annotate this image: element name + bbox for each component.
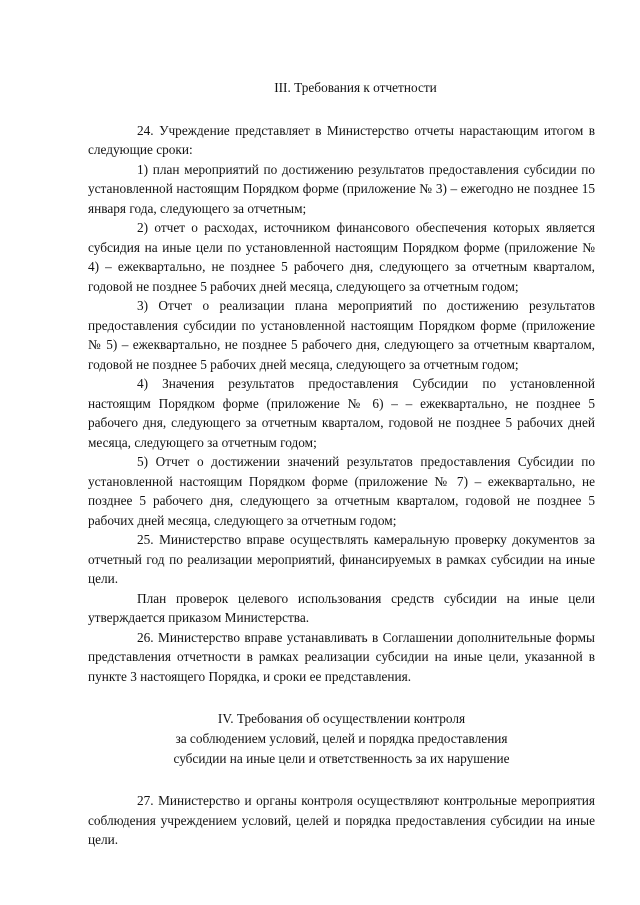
- list-item-1: 1) план мероприятий по достижению результатов предоставления субсидии по установленной настоящим Порядком форме (приложение № 3) – ежегодно не позднее 15 января года, следующего за отчетным;: [88, 161, 595, 216]
- section-3-title: III. Требования к отчетности: [274, 80, 437, 95]
- paragraph-24: 24. Учреждение представляет в Министерство отчеты нарастающим итогом в следующие сроки:: [88, 122, 595, 157]
- paragraph-25: 25. Министерство вправе осуществлять камеральную проверку документов за отчетный год по реализации мероприятий, финансируемых в рамках субсидии на иные цели.: [88, 532, 595, 586]
- paragraph-27: 27. Министерство и органы контроля осуществляют контрольные мероприятия соблюдения учреждением условий, целей и порядка предоставления субсидии на иные цели.: [88, 793, 595, 847]
- list-item-4: 4) Значения результатов предоставления Субсидии по установленной настоящим Порядком форме (приложение № 6) – – ежеквартально, не позднее 5 рабочего дня, следующего за отчетным кварталом, годовой не позднее 5 рабочих дней месяца, следующего за отчетным годом;: [88, 376, 595, 450]
- list-item-5: 5) Отчет о достижении значений результатов предоставления Субсидии по установленной настоящим Порядком форме (приложение № 7) – ежеквартально, не позднее 5 рабочего дня, следующего за отчетным кварталом, годовой не позднее 5 рабочих дней месяца, следующего за отчетным годом;: [88, 454, 595, 528]
- section-4-title: [88, 709, 595, 769]
- list-item-2: 2) отчет о расходах, источником финансового обеспечения которых является субсидия на иные цели по установленной настоящим Порядком форме (приложение № 4) – ежеквартально, не позднее 5 рабочего дня, следующего за отчетным кварталом, годовой не позднее 5 рабочих дней месяца, следующего за отчетным годом;: [88, 220, 595, 294]
- section-4-title-line-3: субсидии на иные цели и ответственность за их нарушение: [173, 751, 510, 766]
- document-page: [88, 78, 595, 850]
- paragraph-26: 26. Министерство вправе устанавливать в Соглашении дополнительные формы представления отчетности в рамках реализации субсидии на иные цели, указанной в пункте 3 настоящего Порядка, и сроки ее представления.: [88, 629, 595, 684]
- section-4-title-line-1: IV. Требования об осуществлении контроля: [217, 711, 466, 726]
- paragraph-25-plan: План проверок целевого использования средств субсидии на иные цели утверждается приказом Министерства.: [88, 590, 595, 625]
- section-4-title-line-2: за соблюдением условий, целей и порядка предоставления: [175, 731, 508, 746]
- list-item-3: 3) Отчет о реализации плана мероприятий по достижению результатов предоставления субсидии по установленной настоящим Порядком форме (приложение № 5) – ежеквартально, не позднее 5 рабочего дня, следующего за отчетным кварталом, годовой не позднее 5 рабочих дней месяца, следующего за отчетным годом;: [88, 298, 595, 372]
